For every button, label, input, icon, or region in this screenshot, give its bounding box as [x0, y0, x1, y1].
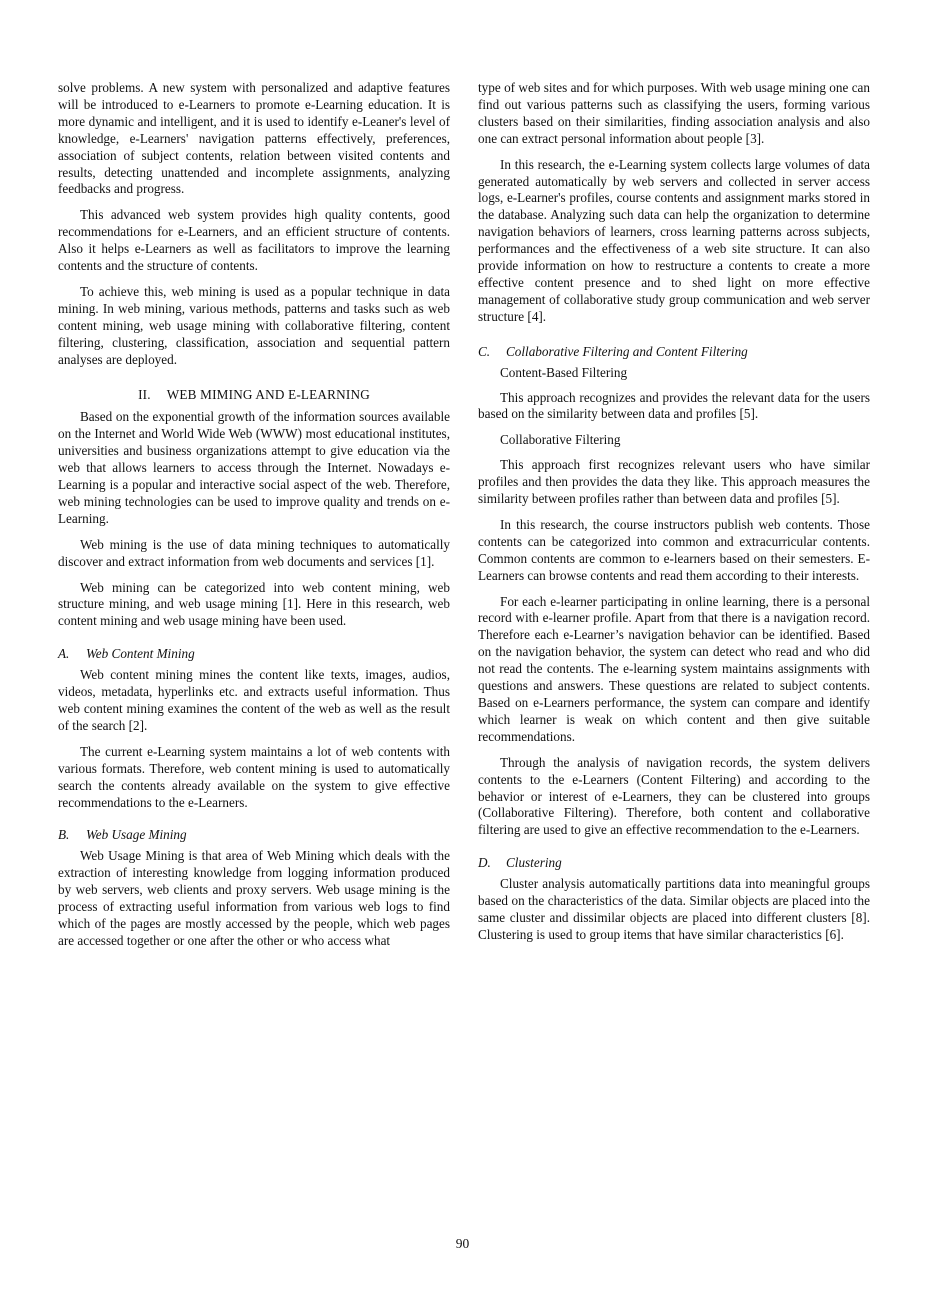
paragraph-each-learner: For each e-learner participating in online learning, there is a personal record with e-learner profile. Apart from that there is a navigation record. Therefore each e-Learner’s navigation behavior can be identified. Based on the navigation behavior, the system can detect who read and who did not read the contents. The e-learning system maintains assignments with questions and answers. These questions are related to subject contents. Based on e-Learners performance, the system can compare and identify which learner is weak on which content and then give suitable recommendations. [478, 593, 870, 744]
heading-collaborative-filtering: Collaborative Filtering [500, 432, 621, 448]
paragraph-content-based-filtering: This approach recognizes and provides the relevant data for the users based on the similarity between data and profiles [5]. [478, 389, 870, 422]
paragraph-exponential-growth: Based on the exponential growth of the information sources available on the Internet and World Wide Web (WWW) most educational institutes, universities and business organizations attempt to give education via the web that allows learners to access through the Internet. Nowadays e-Learning is a popular and interactive social aspect of the web. Therefore, web mining technologies can be used to improve quality and trends on e-Learning. [58, 409, 450, 526]
paragraph-intro-continued: solve problems. A new system with personalized and adaptive features will be introduced to e-Learners to promote e-Learning education. It is more dynamic and intelligent, and it is used to identify e-Leaner's level of knowledge, e-Learners' navigation patterns effectively, preferences, association of subject contents, relation between visited contents and results, detecting unattended and incomplete assignments, analyzing feedbacks and progress. [58, 80, 450, 197]
paragraph-web-mining-categories: Web mining can be categorized into web content mining, web structure mining, and web usage mining [1]. Here in this research, web content mining and web usage mining have been used. [58, 579, 450, 629]
subsection-title: Web Content Mining [86, 646, 195, 662]
paragraph-collaborative-filtering: This approach first recognizes relevant users who have similar profiles and then provides the data they like. This approach measures the similarity between profiles rather than between data and profiles [5]. [478, 457, 870, 507]
subsection-letter: B. [58, 827, 70, 843]
section-number: II. [138, 386, 151, 402]
subsection-letter: A. [58, 646, 70, 662]
paragraph-research-data: In this research, the e-Learning system collects large volumes of data generated automatically by web servers and collected in server access logs, e-Learner's profiles, course contents and assignment marks stored in the database. Analyzing such data can help the organization to determine navigation behaviors of learners, cross learning patterns across subjects, performances and the effectiveness of a web site structure. It can also provide information on how to restructure a contents to create a more effective content presence and to shed light on more effective management of collaborative study group communication and web server structure [4]. [478, 156, 870, 324]
subsection-heading-filtering [478, 344, 870, 361]
left-column [58, 80, 450, 959]
page-number: 90 [455, 1236, 470, 1251]
heading-content-based-filtering: Content-Based Filtering [500, 364, 628, 380]
section-title: WEB MIMING AND E-LEARNING [166, 386, 370, 402]
subsection-heading-clustering [478, 855, 870, 872]
paragraph-navigation-analysis: Through the analysis of navigation records, the system delivers contents to the e-Learners (Content Filtering) and according to the behavior or interest of e-Learners, they can be clustered into groups (Collaborative Filtering). Therefore, both content and collaborative filtering are used to give an effective recommendation to the e-Learners. [478, 754, 870, 838]
subsection-letter: C. [478, 343, 491, 359]
paragraph-content-mining-2: The current e-Learning system maintains a lot of web contents with various formats. Therefore, web content mining is used to automatically search the contents already available on the system to give effective recommendations to the e-Learners. [58, 743, 450, 810]
subsection-title: Collaborative Filtering and Content Filtering [506, 343, 748, 359]
right-column [478, 80, 870, 953]
paragraph-usage-mining-continued: type of web sites and for which purposes. With web usage mining one can find out various patterns such as classifying the users, forming various clusters based on their similarities, finding association analysis and also one can extract personal information about people [3]. [478, 80, 870, 146]
paragraph-clustering: Cluster analysis automatically partitions data into meaningful groups based on the characteristics of the data. Similar objects are placed into the same cluster and dissimilar objects are placed into different clusters [8]. Clustering is used to group items that have similar characteristics [6]. [478, 876, 870, 942]
paragraph-web-mining-definition: Web mining is the use of data mining techniques to automatically discover and extract information from web documents and services [1]. [58, 536, 450, 569]
subsection-letter: D. [478, 855, 491, 871]
paragraph-advanced-system: This advanced web system provides high quality contents, good recommendations for e-Learners, and an efficient structure of contents. Also it helps e-Learners as well as facilitators to improve the learning contents and the structure of contents. [58, 207, 450, 274]
subsection-heading-web-usage-mining [58, 827, 450, 844]
paragraph-course-instructors: In this research, the course instructors publish web contents. Those contents can be categorized into common and extracurricular contents. Common contents are common to e-learners based on their semesters. E-Learners can browse contents and read them according to their interests. [478, 516, 870, 583]
paragraph-content-mining-1: Web content mining mines the content like texts, images, audios, videos, metadata, hyperlinks etc. and extracts useful information. Thus web content mining examines the content of the web as well as the result of the search [2]. [58, 667, 450, 733]
section-heading-web-mining [58, 387, 450, 404]
paragraph-achieve: To achieve this, web mining is used as a popular technique in data mining. In web mining, various methods, patterns and tasks such as web content mining, web usage mining with collaborative filtering, content filtering, clustering, classification, association and sequential pattern analyses are deployed. [58, 283, 450, 367]
paragraph-usage-mining-1: Web Usage Mining is that area of Web Mining which deals with the extraction of interesting knowledge from logging information produced by web servers, web clients and proxy servers. Web usage mining is the process of extracting useful information from various web logs to find which of the pages are mostly accessed by the people, which web pages are accessed together or one after the other or who access what [58, 848, 450, 948]
subsection-title: Web Usage Mining [86, 827, 187, 843]
subsection-heading-web-content-mining [58, 646, 450, 663]
subsection-title: Clustering [506, 855, 562, 871]
